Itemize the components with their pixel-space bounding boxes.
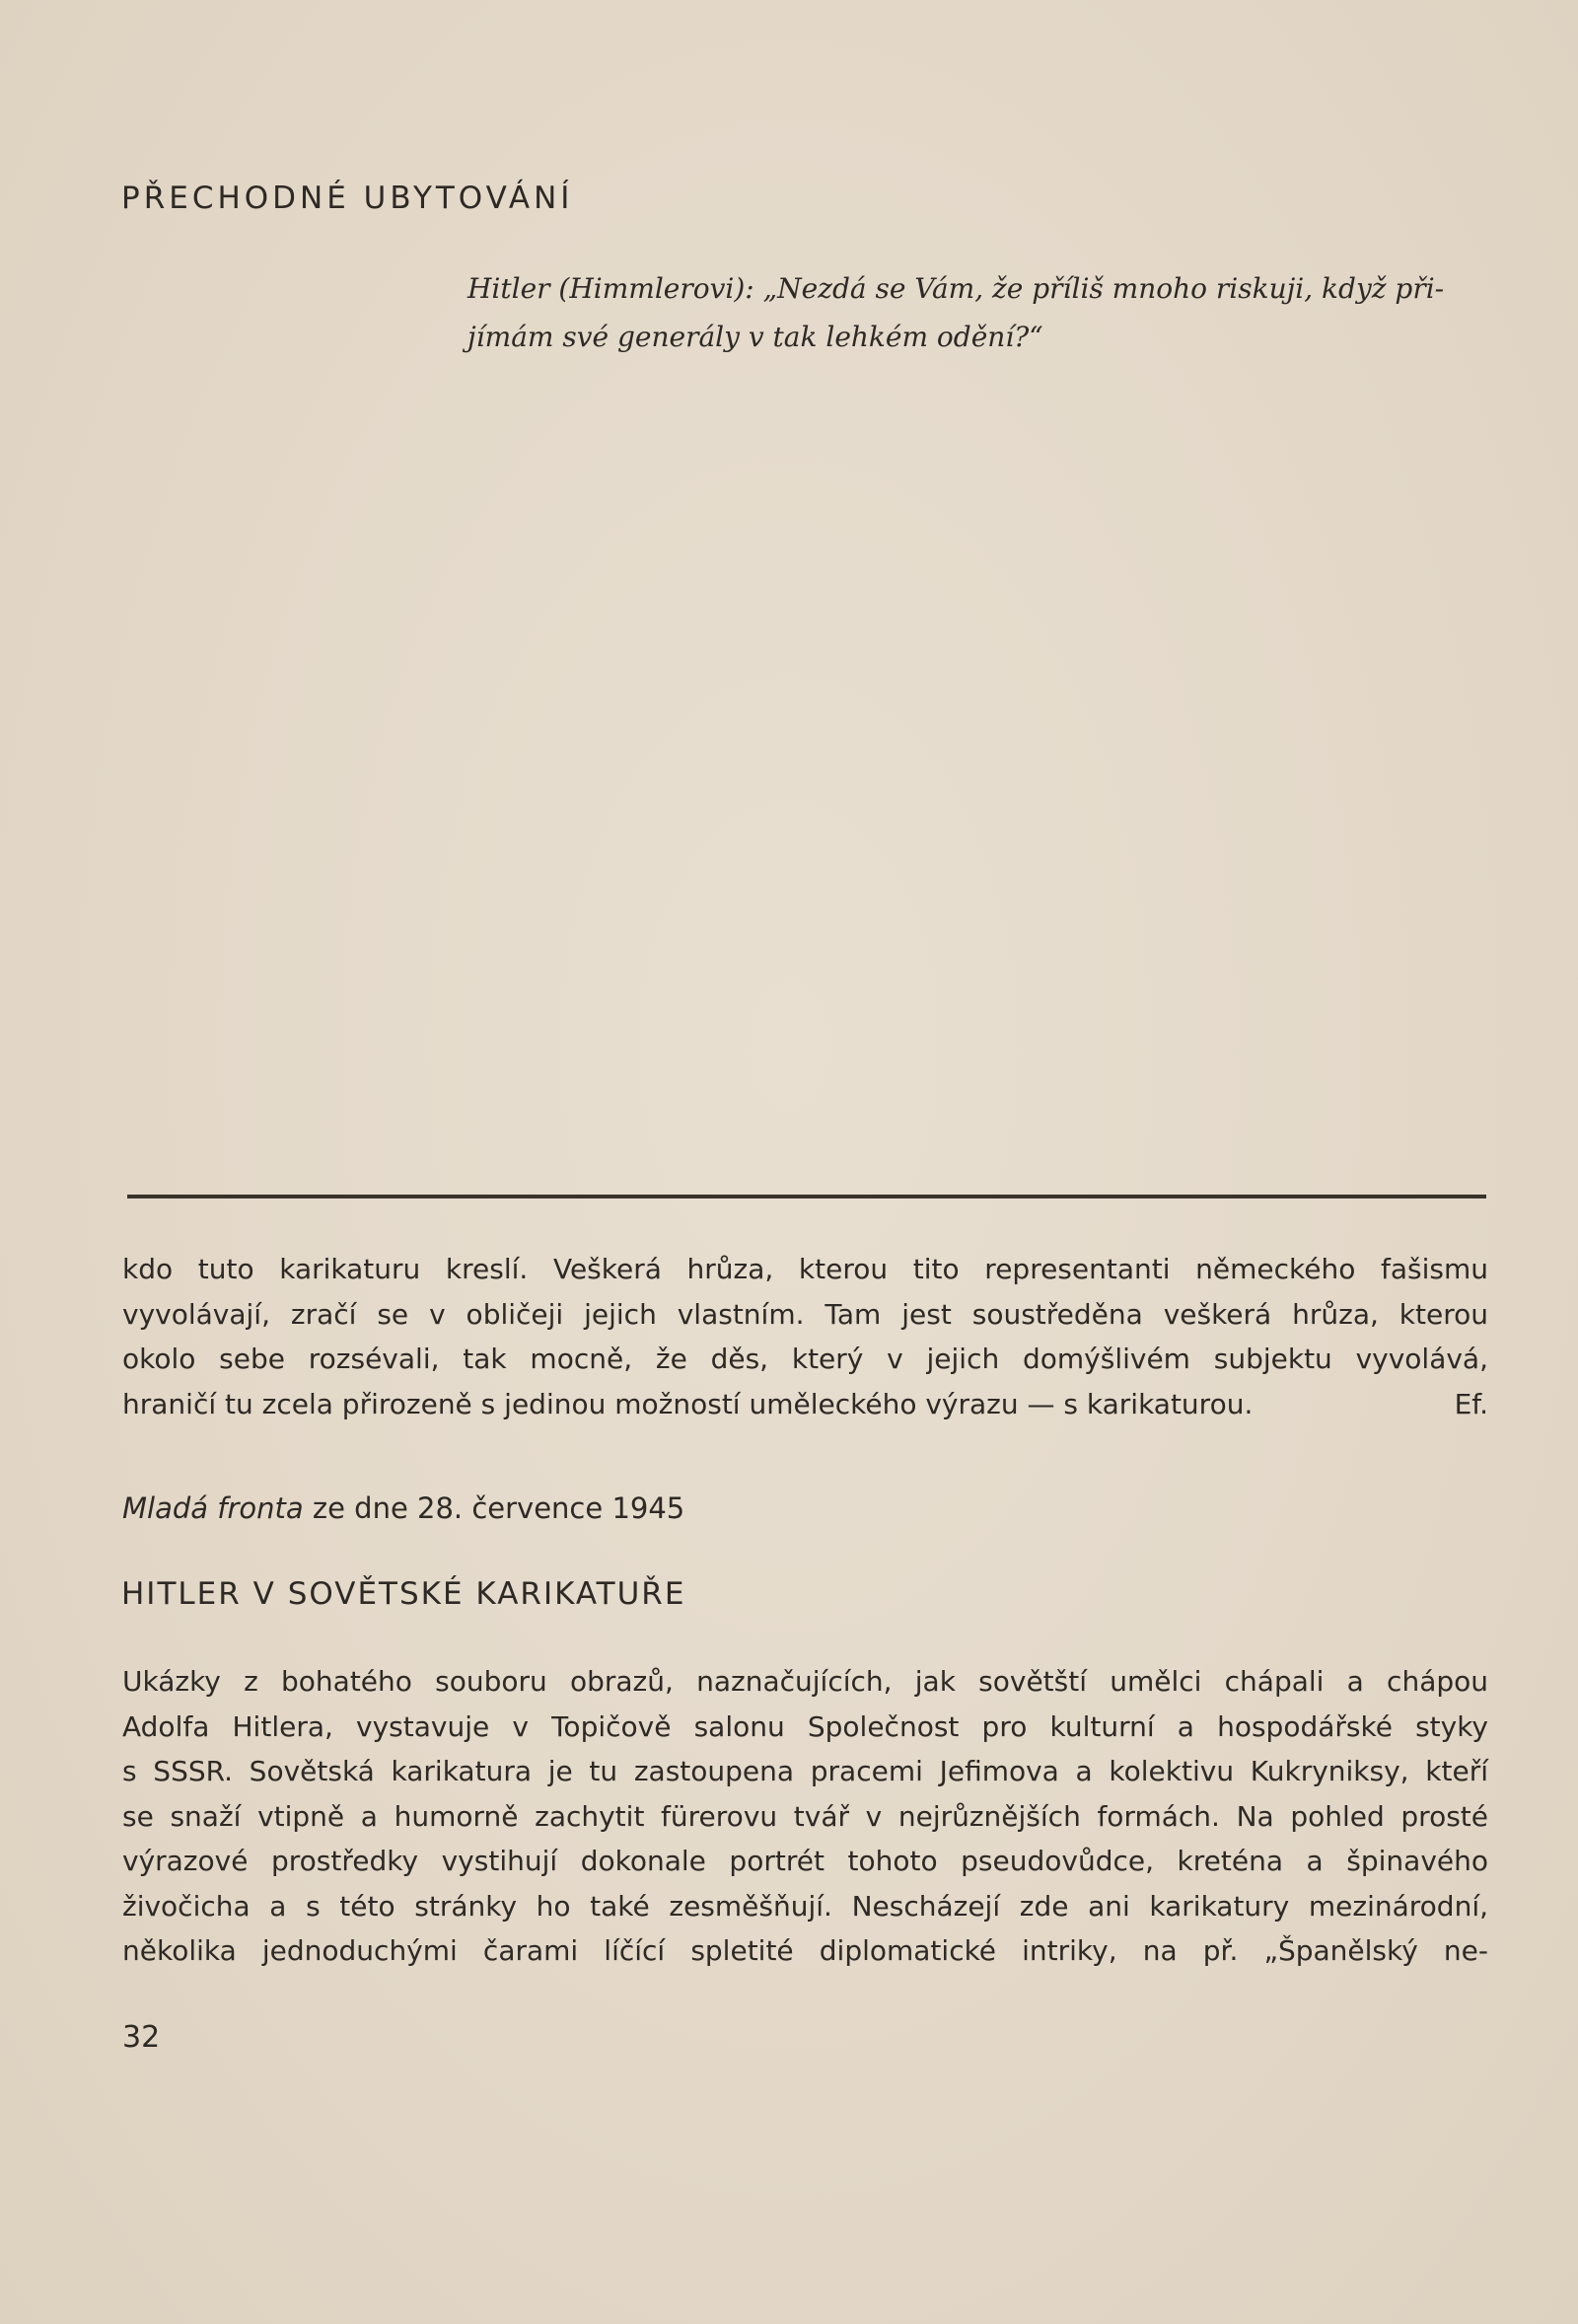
exhibition-line-1: Ukázky z bohatého souboru obrazů, naznačujících, jak sovětští umělci chápali a chápou xyxy=(122,1665,1488,1698)
exhibition-line-6: živočicha a s této stránky ho také zesměšňují. Nescházejí zde ani karikatury mezinárodní, xyxy=(122,1889,1488,1923)
caption-line-1: Hitler (Himmlerovi): „Nezdá se Vám, že příliš mnoho riskuji, když při- xyxy=(467,272,1445,305)
review-line-4-wrapper xyxy=(122,1382,1488,1427)
section-title-hitler-v-sovetske-karikature: HITLER V SOVĚTSKÉ KARIKATUŘE xyxy=(121,1576,686,1612)
exhibition-paragraph xyxy=(122,1659,1488,1974)
review-line-1: kdo tuto karikaturu kreslí. Veškerá hrůza, kterou tito representanti německého fašismu xyxy=(122,1253,1488,1285)
cartoon-caption xyxy=(467,264,1493,361)
exhibition-line-3: s SSSR. Sovětská karikatura je tu zastoupena pracemi Jefimova a kolektivu Kukryniksy, kteří xyxy=(122,1755,1488,1787)
author-signature: Ef. xyxy=(1454,1387,1488,1420)
review-paragraph xyxy=(122,1247,1488,1426)
review-line-3: okolo sebe rozsévali, tak mocně, že děs, který v jejich domýšlivém subjektu vyvolává, xyxy=(122,1343,1488,1375)
exhibition-line-5: výrazové prostředky vystihují dokonale portrét tohoto pseudovůdce, kreténa a špinavého xyxy=(122,1845,1488,1877)
review-line-4: hraničí tu zcela přirozeně s jedinou možností uměleckého výrazu — s karikaturou. xyxy=(122,1387,1254,1420)
source-date: ze dne 28. července 1945 xyxy=(312,1491,685,1525)
exhibition-line-2: Adolfa Hitlera, vystavuje v Topičově salonu Společnost pro kulturní a hospodářské styky xyxy=(122,1709,1488,1743)
section-title-prechodne-ubytovani: PŘECHODNÉ UBYTOVÁNÍ xyxy=(121,181,574,216)
review-line-2: vyvolávají, zračí se v obličeji jejich vlastním. Tam jest soustředěna veškerá hrůza, kterou xyxy=(122,1297,1488,1331)
horizontal-divider xyxy=(127,1195,1486,1198)
exhibition-line-4: se snaží vtipně a humorně zachytit fürerovu tvář v nejrůznějších formách. Na pohled prosté xyxy=(122,1799,1488,1833)
caption-line-2: jímám své generály v tak lehkém odění?“ xyxy=(467,321,1043,353)
source-publication: Mladá fronta xyxy=(122,1491,304,1525)
page-number: 32 xyxy=(122,2020,161,2055)
exhibition-line-7: několika jednoduchými čarami líčící spletité diplomatické intriky, na př. „Španělský ne- xyxy=(122,1934,1488,1967)
source-citation xyxy=(122,1491,684,1525)
